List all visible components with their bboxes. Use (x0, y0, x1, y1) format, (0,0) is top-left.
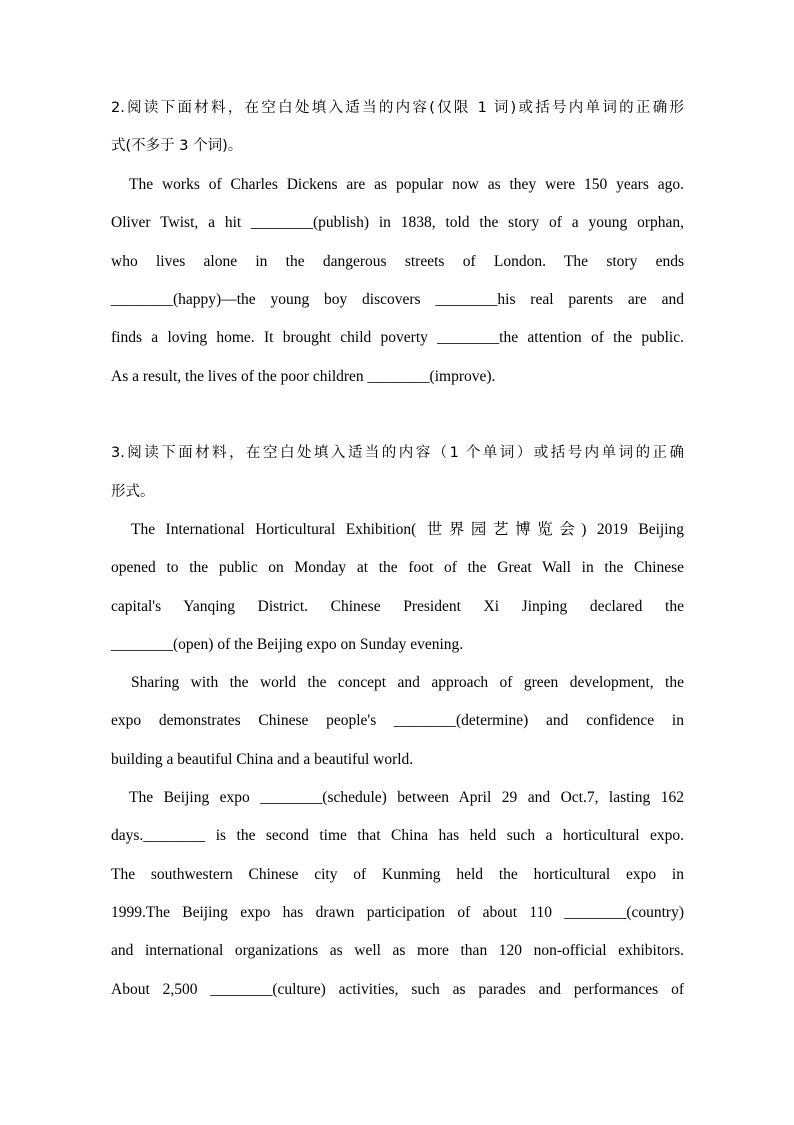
q3-paragraph-line: The southwestern Chinese city of Kunming held the horticultural expo in (111, 866, 684, 883)
q3-heading-line-1: 3.阅读下面材料，在空白处填入适当的内容（1 个单词）或括号内单词的正确 (111, 445, 684, 461)
q3-paragraph-line: and international organizations as well as more than 120 non-official exhibitors. (111, 942, 684, 959)
q2-paragraph-line: Oliver Twist, a hit ________(publish) in 1838, told the story of a young orphan, (111, 214, 684, 231)
q3-paragraph-line: building a beautiful China and a beautiful world. (111, 751, 414, 768)
q2-heading-line-1: 2.阅读下面材料，在空白处填入适当的内容(仅限 1 词)或括号内单词的正确形 (111, 100, 684, 116)
q3-paragraph-line: Sharing with the world the concept and approach of green development, the (131, 674, 684, 691)
q2-paragraph-line: finds a loving home. It brought child poverty ________the attention of the public. (111, 329, 684, 346)
q3-paragraph-line: days.________ is the second time that China has held such a horticultural expo. (111, 827, 684, 844)
q3-paragraph-line: 1999.The Beijing expo has drawn participation of about 110 ________(country) (111, 904, 684, 921)
q2-paragraph-line: As a result, the lives of the poor children ________(improve). (111, 368, 496, 385)
q3-paragraph-line: The Beijing expo ________(schedule) between April 29 and Oct.7, lasting 162 (129, 789, 684, 806)
q2-paragraph-line: who lives alone in the dangerous streets of London. The story ends (111, 253, 684, 270)
q2-heading-line-2: 式(不多于 3 个词)。 (111, 138, 243, 154)
q3-paragraph-line: expo demonstrates Chinese people's ________(determine) and confidence in (111, 712, 684, 729)
q3-paragraph-line: About 2,500 ________(culture) activities, such as parades and performances of (111, 981, 684, 998)
q3-paragraph-line: ________(open) of the Beijing expo on Sunday evening. (111, 636, 464, 653)
q3-paragraph-line: capital's Yanqing District. Chinese President Xi Jinping declared the (111, 598, 684, 615)
q3-heading-line-2: 形式。 (111, 484, 155, 500)
q2-paragraph-line: ________(happy)—the young boy discovers ________his real parents are and (111, 291, 684, 308)
q3-paragraph-line: The International Horticultural Exhibition( 世界园艺博览会) 2019 Beijing (131, 521, 684, 538)
q2-paragraph-line: The works of Charles Dickens are as popular now as they were 150 years ago. (129, 176, 684, 193)
q3-paragraph-line: opened to the public on Monday at the foot of the Great Wall in the Chinese (111, 559, 684, 576)
